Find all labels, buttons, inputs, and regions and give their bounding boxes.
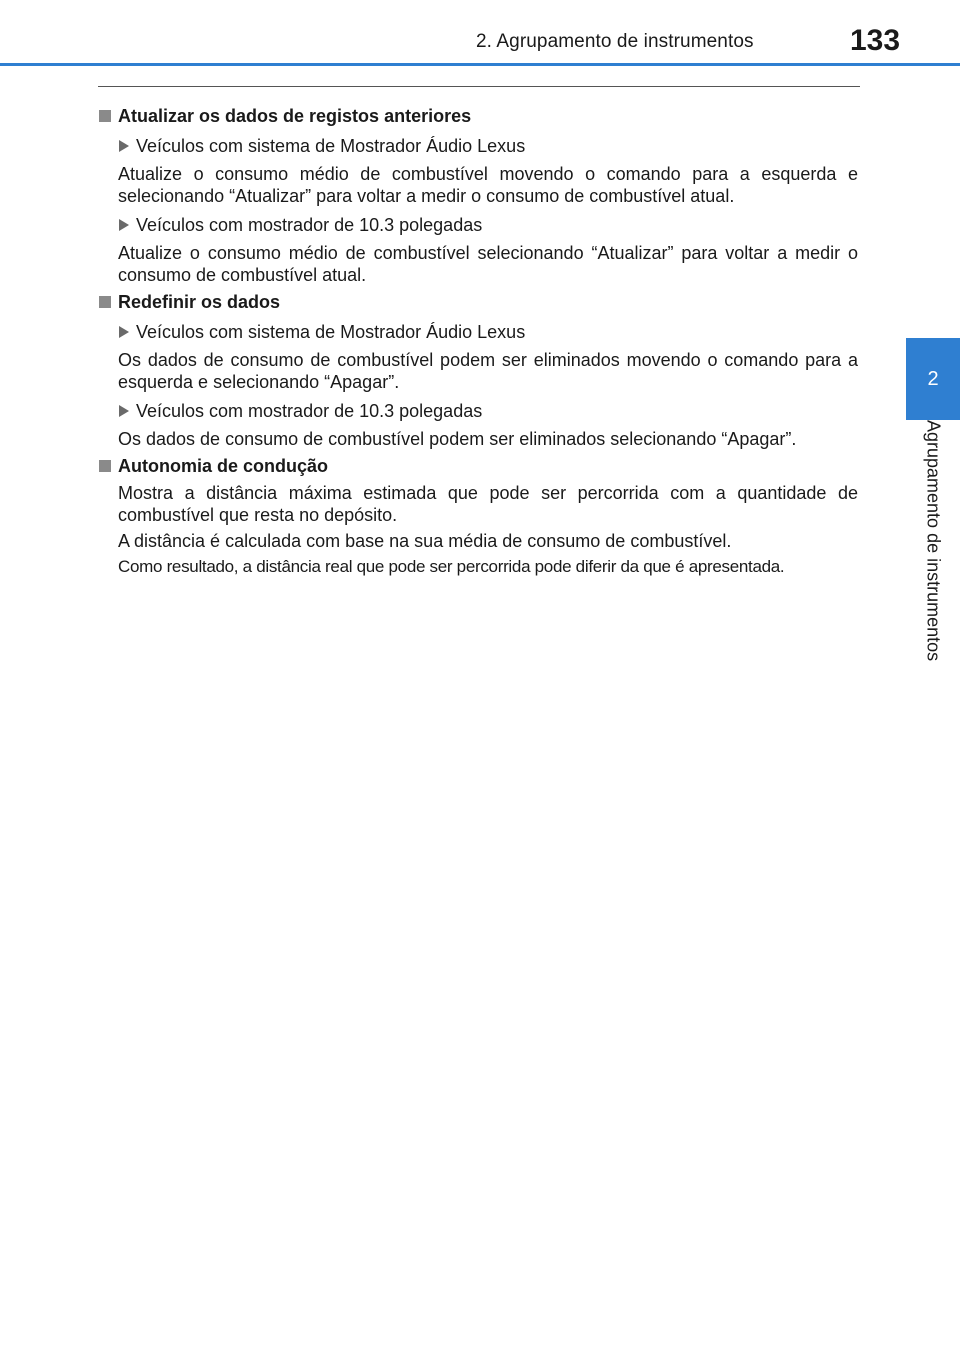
sub-heading	[98, 398, 858, 424]
sub-heading	[98, 319, 858, 345]
square-bullet-icon	[99, 460, 111, 472]
triangle-bullet-icon	[119, 405, 129, 417]
sub-heading-text: Veículos com mostrador de 10.3 polegadas	[136, 401, 483, 421]
body-paragraph: Os dados de consumo de combustível podem ser eliminados selecionando “Apagar”.	[118, 429, 797, 449]
sub-heading	[98, 133, 858, 159]
triangle-bullet-icon	[119, 140, 129, 152]
body-paragraph: A distância é calculada com base na sua média de consumo de combustível.	[118, 531, 732, 551]
chapter-tab[interactable]	[906, 338, 960, 420]
section-heading	[98, 104, 858, 128]
section-heading	[98, 290, 858, 314]
body-paragraph: Os dados de consumo de combustível podem ser eliminados movendo o comando para a esquerda e selecionando “Apagar”.	[118, 350, 858, 392]
page-content	[98, 100, 858, 582]
header-rule	[0, 63, 960, 66]
body-paragraph: Mostra a distância máxima estimada que pode ser percorrida com a quantidade de combustível que resta no depósito.	[118, 483, 858, 525]
section-heading	[98, 454, 858, 478]
sub-heading-text: Veículos com mostrador de 10.3 polegadas	[136, 215, 483, 235]
chapter-tab-number: 2	[927, 367, 939, 390]
square-bullet-icon	[99, 296, 111, 308]
sub-heading	[98, 212, 858, 238]
body-paragraph: Como resultado, a distância real que pode ser percorrida pode diferir da que é apresentada.	[118, 557, 785, 576]
section-heading-text: Redefinir os dados	[118, 292, 281, 312]
section-heading-text: Atualizar os dados de registos anteriores	[118, 106, 472, 126]
chapter-side-label-text: Agrupamento de instrumentos	[923, 420, 944, 662]
header-title: 2. Agrupamento de instrumentos	[476, 31, 754, 52]
chapter-side-label	[906, 420, 960, 710]
page-number: 133	[850, 24, 901, 57]
section-heading-text: Autonomia de condução	[118, 456, 329, 476]
triangle-bullet-icon	[119, 219, 129, 231]
sub-heading-text: Veículos com sistema de Mostrador Áudio Lexus	[136, 322, 526, 342]
content-top-rule	[98, 86, 860, 87]
body-paragraph: Atualize o consumo médio de combustível selecionando “Atualizar” para voltar a medir o consumo de combustível atual.	[118, 243, 858, 285]
triangle-bullet-icon	[119, 326, 129, 338]
body-paragraph: Atualize o consumo médio de combustível movendo o comando para a esquerda e selecionando “Atualizar” para voltar a medir o consumo de combustível atual.	[118, 164, 858, 206]
page-header	[0, 0, 960, 64]
sub-heading-text: Veículos com sistema de Mostrador Áudio Lexus	[136, 136, 526, 156]
square-bullet-icon	[99, 110, 111, 122]
